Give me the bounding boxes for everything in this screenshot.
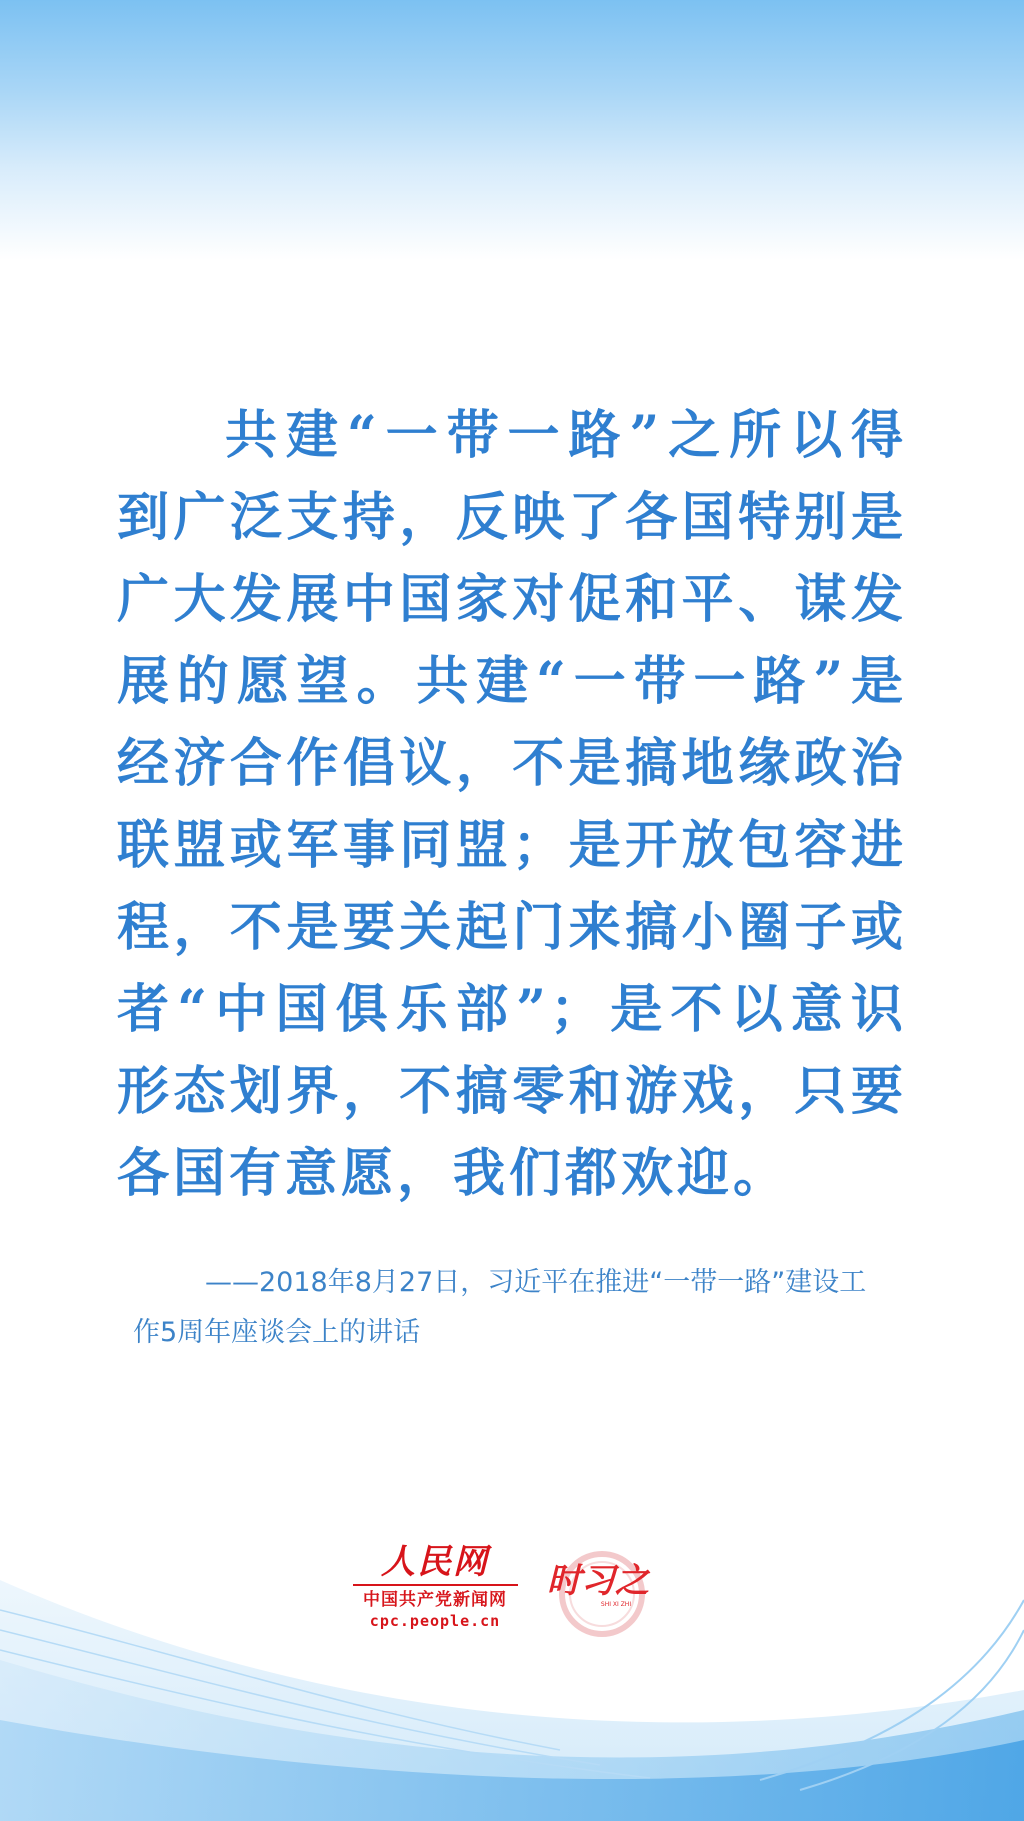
quote-source: ——2018年8月27日，习近平在推进“一带一路”建设工作5周年座谈会上的讲话 [133,1267,867,1348]
logo-group [350,1542,680,1652]
people-cn-url: cpc.people.cn [369,1612,501,1630]
shixizhi-logo [540,1542,660,1642]
people-brush-wordmark: 人民网 [381,1542,489,1582]
logo-divider [353,1584,518,1586]
people-cn-name: 中国共产党新闻网 [363,1590,507,1610]
shixizhi-pinyin: SHI XI ZHI [600,1601,632,1608]
shixizhi-title: 时习之 [547,1561,649,1601]
sky-gradient-header [0,0,1024,260]
people-cn-logo [350,1542,520,1631]
quote-text: 共建“一带一路”之所以得到广泛支持，反映了各国特别是广大发展中国家对促和平、谋发展的愿望。共建“一带一路”是经济合作倡议，不是搞地缘政治联盟或军事同盟；是开放包容进程，不是要关起门来搞小圈子或者“中国俱乐部”；是不以意识形态划界，不搞零和游戏，只要各国有意愿，我们都欢迎。 [117,405,907,1204]
